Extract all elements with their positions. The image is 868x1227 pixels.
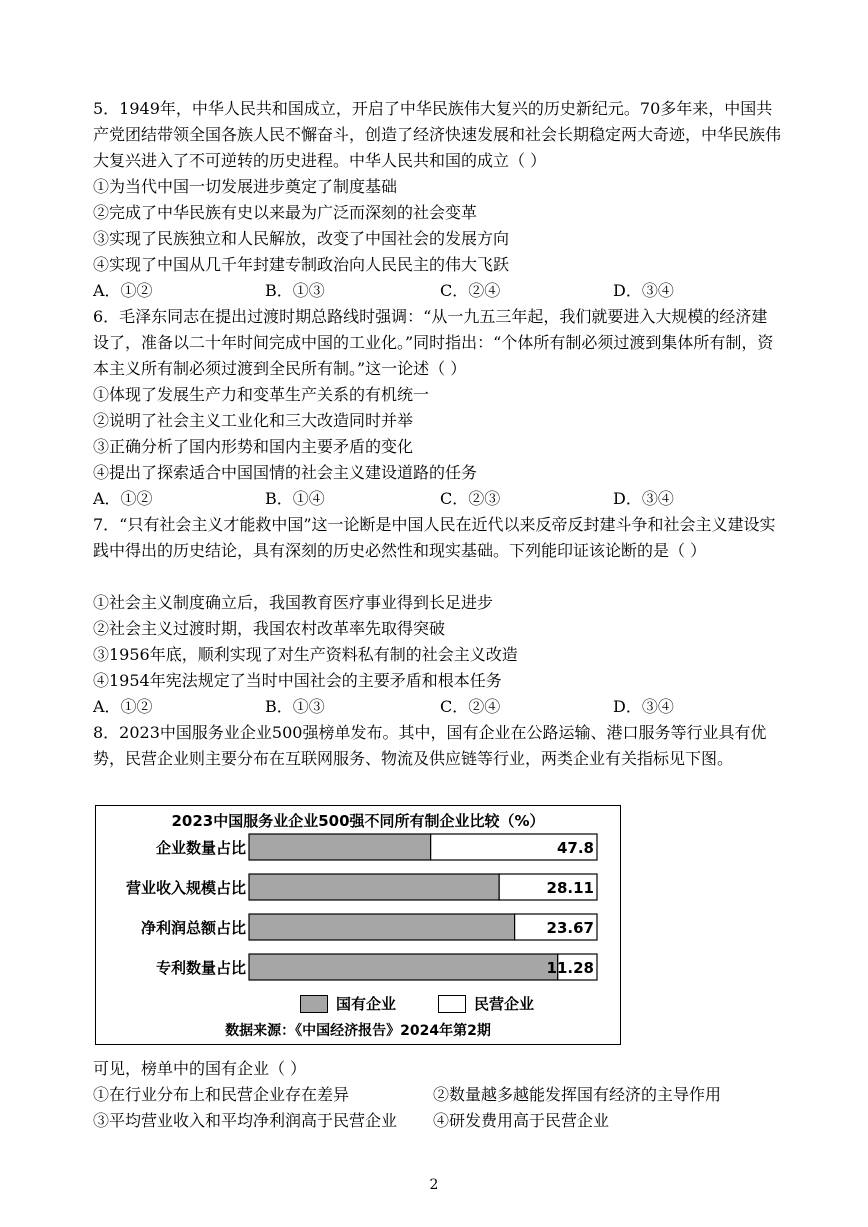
q7-item-4: ④1954年宪法规定了当时中国社会的主要矛盾和根本任务 xyxy=(93,671,502,690)
q8-options xyxy=(93,1082,793,1134)
q6-item-3: ③正确分析了国内形势和国内主要矛盾的变化 xyxy=(93,437,414,456)
category-label-3: 净利润总额占比 xyxy=(140,919,246,937)
q8-item-4[interactable]: ④研发费用高于民营企业 xyxy=(433,1111,610,1130)
value-label-4: 11.28 xyxy=(546,959,594,977)
bar-chart-svg xyxy=(96,830,620,1016)
q5-option-d[interactable]: D．③④ xyxy=(613,281,674,300)
legend-label-private: 民营企业 xyxy=(474,995,535,1013)
q5-options xyxy=(93,278,783,304)
value-label-2: 28.11 xyxy=(546,879,594,897)
value-label-3: 23.67 xyxy=(546,919,594,937)
q5-item-3: ③实现了民族独立和人民解放，改变了中国社会的发展方向 xyxy=(93,229,510,248)
q6-option-c[interactable]: C．②③ xyxy=(440,489,501,508)
bar-state-owned-3 xyxy=(249,914,515,940)
q8-item-2[interactable]: ②数量越多越能发挥国有经济的主导作用 xyxy=(433,1085,722,1104)
category-label-1: 企业数量占比 xyxy=(155,839,246,857)
q7-option-b[interactable]: B．①③ xyxy=(265,697,325,716)
bar-state-owned-2 xyxy=(249,874,499,900)
q7-stem: 7．“只有社会主义才能救中国”这一论断是中国人民在近代以来反帝反封建斗争和社会主义建设实践中得出的历史结论，具有深刻的历史必然性和现实基础。下列能印证该论断的是（ ） xyxy=(93,515,776,560)
chart-title: 2023中国服务业企业500强不同所有制企业比较（%） xyxy=(171,812,545,830)
q6-options xyxy=(93,486,783,512)
legend-swatch-state-owned xyxy=(300,995,328,1013)
category-label-2: 营业收入规模占比 xyxy=(125,879,246,897)
q6-item-1: ①体现了发展生产力和变革生产关系的有机统一 xyxy=(93,385,430,404)
bar-state-owned-4 xyxy=(249,954,558,980)
q5-item-2: ②完成了中华民族有史以来最为广泛而深刻的社会变革 xyxy=(93,203,478,222)
q8-item-1[interactable]: ①在行业分布上和民营企业存在差异 xyxy=(93,1085,350,1104)
q6-option-a[interactable]: A．①② xyxy=(93,489,153,508)
q7-item-3: ③1956年底，顺利实现了对生产资料私有制的社会主义改造 xyxy=(93,645,518,664)
q5-item-1: ①为当代中国一切发展进步奠定了制度基础 xyxy=(93,177,398,196)
q5-stem: 5．1949年，中华人民共和国成立，开启了中华民族伟大复兴的历史新纪元。70多年来，中国共产党团结带领全国各族人民不懈奋斗，创造了经济快速发展和社会长期稳定两大奇迹，中华民族伟大复兴进入了不可逆转的历史进程。中华人民共和国的成立（ ） xyxy=(93,99,782,170)
q7-option-d[interactable]: D．③④ xyxy=(613,697,674,716)
q5-option-b[interactable]: B．①③ xyxy=(265,281,325,300)
q6-item-2: ②说明了社会主义工业化和三大改造同时并举 xyxy=(93,411,414,430)
q6-stem: 6．毛泽东同志在提出过渡时期总路线时强调：“从一九五三年起，我们就要进入大规模的经济建设了，准备以二十年时间完成中国的工业化。”同时指出：“个体所有制必须过渡到集体所有制，资本主义所有制必须过渡到全民所有制。”这一论述（ ） xyxy=(93,307,774,378)
q7-item-2: ②社会主义过渡时期，我国农村改革率先取得突破 xyxy=(93,619,446,638)
q5-option-c[interactable]: C．②④ xyxy=(440,281,501,300)
q5-option-a[interactable]: A．①② xyxy=(93,281,153,300)
chart-source: 数据来源：《中国经济报告》2024年第2期 xyxy=(225,1023,491,1039)
q7-options xyxy=(93,694,783,720)
q7-option-a[interactable]: A．①② xyxy=(93,697,153,716)
ownership-comparison-chart xyxy=(95,805,621,1045)
q8-after-text: 可见，榜单中的国有企业（ ） xyxy=(93,1059,307,1078)
q6-option-b[interactable]: B．①④ xyxy=(265,489,325,508)
value-label-1: 47.8 xyxy=(556,839,594,857)
legend-label-state-owned: 国有企业 xyxy=(336,995,397,1013)
q7-item-1: ①社会主义制度确立后，我国教育医疗事业得到长足进步 xyxy=(93,593,494,612)
q5-item-4: ④实现了中国从几千年封建专制政治向人民民主的伟大飞跃 xyxy=(93,255,510,274)
bar-state-owned-1 xyxy=(249,834,431,860)
q8-item-3[interactable]: ③平均营业收入和平均净利润高于民营企业 xyxy=(93,1111,398,1130)
q6-item-4: ④提出了探索适合中国国情的社会主义建设道路的任务 xyxy=(93,463,478,482)
page-number: 2 xyxy=(429,1177,439,1193)
legend-swatch-private xyxy=(438,995,466,1013)
category-label-4: 专利数量占比 xyxy=(155,959,246,977)
q6-option-d[interactable]: D．③④ xyxy=(613,489,674,508)
q7-option-c[interactable]: C．②④ xyxy=(440,697,501,716)
q8-stem: 8．2023中国服务业企业500强榜单发布。其中，国有企业在公路运输、港口服务等行业具有优势，民营企业则主要分布在互联网服务、物流及供应链等行业，两类企业有关指标见下图。 xyxy=(93,723,767,768)
